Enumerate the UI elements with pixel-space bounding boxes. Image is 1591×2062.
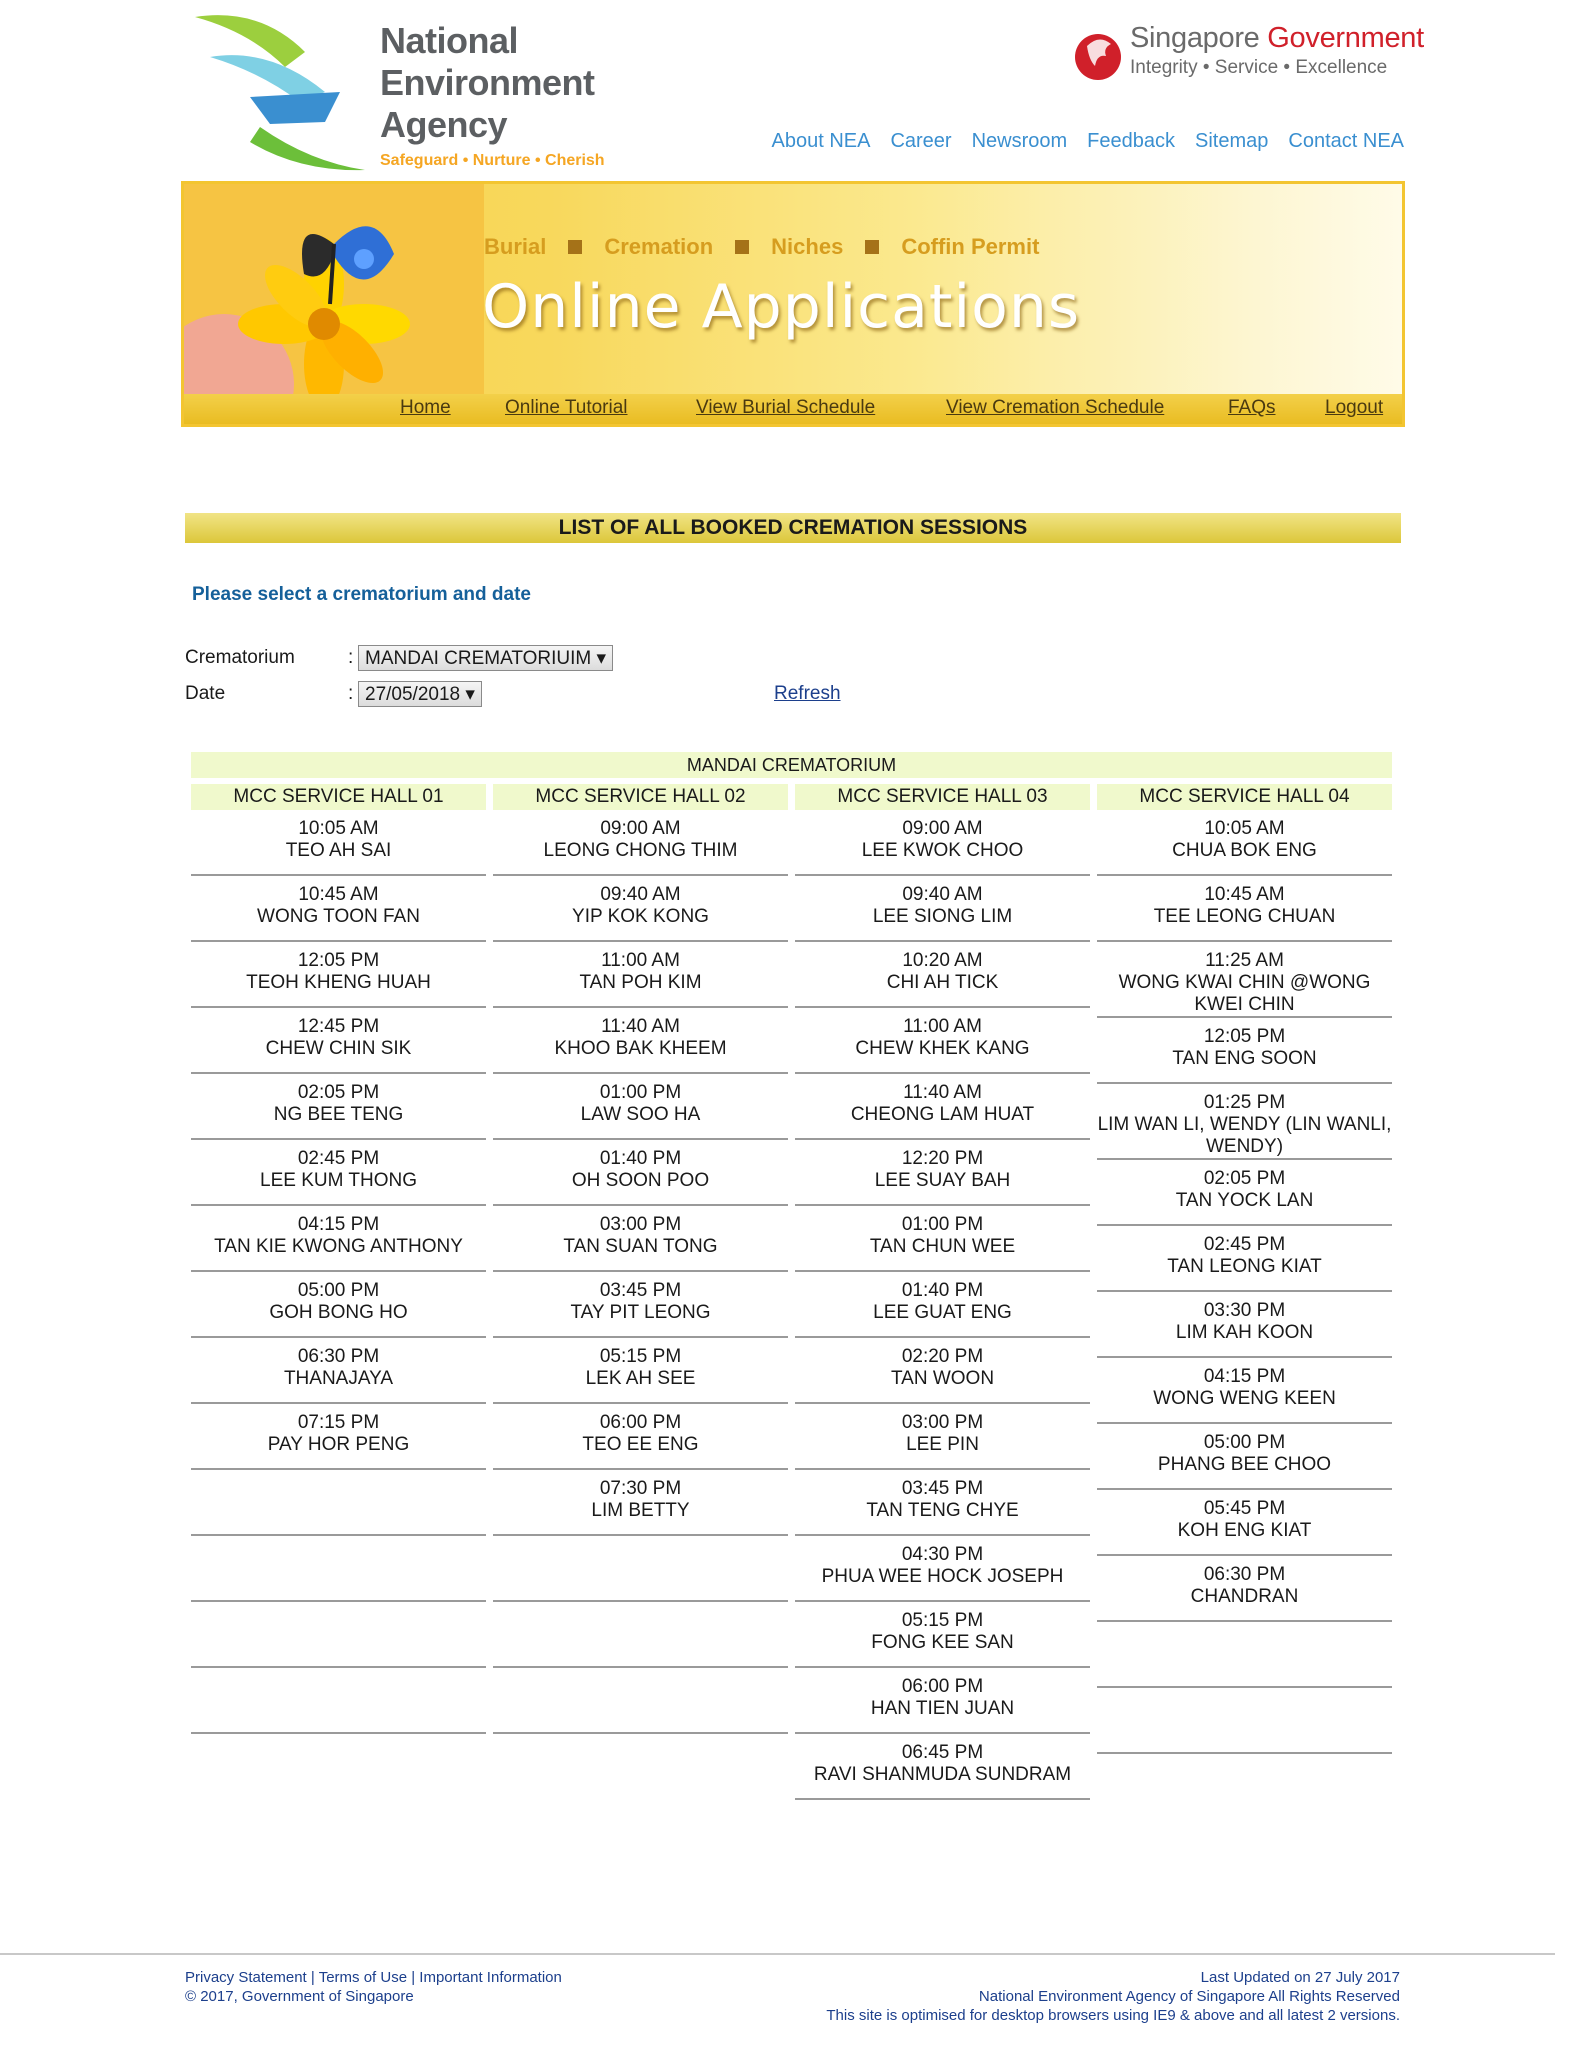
session-cell [191,1536,486,1602]
nav-view-cremation-schedule-link[interactable]: View Cremation Schedule [946,397,1165,418]
session-cell [795,942,1090,1008]
session-deceased-name: TAN ENG SOON [1172,1048,1317,1069]
session-deceased-name: PAY HOR PENG [267,1434,410,1455]
session-deceased-name: LIM BETTY [591,1500,690,1521]
sitemap-link[interactable]: Sitemap [1195,130,1269,152]
session-time: 11:40 AM [601,1016,680,1037]
banner-category-niches: Niches [771,234,844,259]
session-cell [191,1074,486,1140]
date-select[interactable]: 27/05/2018 ▾ [358,681,482,707]
footer-left [185,1968,562,2006]
session-time: 10:45 AM [1204,884,1285,905]
session-deceased-name: GOH BONG HO [269,1302,408,1323]
session-time: 02:05 PM [297,1082,380,1103]
session-cell [1097,1424,1392,1490]
session-cell [493,1206,788,1272]
session-deceased-name: CHANDRAN [1190,1586,1299,1607]
session-cell [1097,942,1392,1018]
session-cell [493,1470,788,1536]
singapore-lion-logo-icon[interactable] [1073,24,1123,90]
session-deceased-name: TEO AH SAI [285,840,392,861]
session-cell [493,1140,788,1206]
session-deceased-name: PHUA WEE HOCK JOSEPH [821,1566,1064,1587]
session-time: 06:45 PM [901,1742,984,1763]
rights-text: National Environment Agency of Singapore All Rights Reserved [978,1988,1400,2005]
session-deceased-name: TAN WOON [890,1368,995,1389]
crematorium-label: Crematorium [185,647,295,668]
hall-column [191,784,486,1734]
banner-categories [484,234,1039,260]
session-time: 01:40 PM [599,1148,682,1169]
bullet-square-icon [568,240,582,254]
session-time: 12:05 PM [297,950,380,971]
session-cell [795,1206,1090,1272]
session-deceased-name: HAN TIEN JUAN [870,1698,1015,1719]
copyright-text: © 2017, Government of Singapore [185,1988,414,2005]
session-cell [795,1074,1090,1140]
bullet-square-icon [735,240,749,254]
session-cell [191,876,486,942]
feedback-link[interactable]: Feedback [1087,130,1176,152]
date-colon: : [348,683,354,704]
session-deceased-name: NG BEE TENG [273,1104,404,1125]
session-time: 05:15 PM [901,1610,984,1631]
session-time: 02:45 PM [297,1148,380,1169]
session-cell [795,1008,1090,1074]
session-time: 12:20 PM [901,1148,984,1169]
session-time: 06:00 PM [901,1676,984,1697]
singapore-government-text [1130,22,1424,79]
session-deceased-name: TEOH KHENG HUAH [246,972,431,993]
sg-values: Integrity • Service • Excellence [1130,57,1388,78]
session-deceased-name: LEONG CHONG THIM [543,840,738,861]
session-deceased-name: CHEONG LAM HUAT [850,1104,1035,1125]
session-time: 10:05 AM [1204,818,1285,839]
session-time: 11:25 AM [1205,950,1284,971]
session-cell [493,1668,788,1734]
instruction-text: Please select a crematorium and date [192,584,531,605]
session-cell [795,1140,1090,1206]
session-cell [795,876,1090,942]
session-cell [1097,810,1392,876]
session-cell [191,1272,486,1338]
session-time: 09:40 AM [600,884,681,905]
hall-header: MCC SERVICE HALL 03 [795,784,1090,810]
session-cell [1097,1292,1392,1358]
session-deceased-name: LEE KWOK CHOO [861,840,1024,861]
butterfly-flower-image [184,184,484,400]
session-cell [1097,1084,1392,1160]
session-time: 09:00 AM [600,818,681,839]
session-deceased-name: LAW SOO HA [580,1104,701,1125]
session-cell [191,1008,486,1074]
session-cell [493,1008,788,1074]
session-deceased-name: CHUA BOK ENG [1172,840,1317,861]
session-time: 07:15 PM [297,1412,380,1433]
session-time: 11:00 AM [903,1016,982,1037]
hall-column [493,784,788,1734]
session-deceased-name: KHOO BAK KHEEM [554,1038,727,1059]
nav-faqs-link[interactable]: FAQs [1228,397,1276,418]
session-time: 03:45 PM [901,1478,984,1499]
session-time: 03:45 PM [599,1280,682,1301]
session-time: 09:00 AM [902,818,983,839]
hall-header: MCC SERVICE HALL 04 [1097,784,1392,810]
session-cell [1097,1688,1392,1754]
session-deceased-name: LEE SUAY BAH [874,1170,1011,1191]
session-deceased-name: KOH ENG KIAT [1177,1520,1312,1541]
session-cell [1097,1226,1392,1292]
footer-right [826,1968,1400,2025]
session-time: 06:30 PM [1203,1564,1286,1585]
session-deceased-name: LIM WAN LI, WENDY (LIN WANLI, WENDY) [1097,1114,1392,1157]
hall-column [795,784,1090,1800]
session-cell [191,1140,486,1206]
session-time: 06:30 PM [297,1346,380,1367]
nea-name-line-2: Environment [380,62,595,103]
nav-online-tutorial-link[interactable]: Online Tutorial [505,397,628,418]
session-time: 03:30 PM [1203,1300,1286,1321]
session-time: 05:00 PM [297,1280,380,1301]
nea-brand-text [380,20,605,170]
session-deceased-name: CHEW CHIN SIK [265,1038,412,1059]
session-time: 05:15 PM [599,1346,682,1367]
session-deceased-name: LEK AH SEE [585,1368,696,1389]
session-time: 03:00 PM [599,1214,682,1235]
page-title: LIST OF ALL BOOKED CREMATION SESSIONS [185,513,1401,543]
session-time: 07:30 PM [599,1478,682,1499]
session-cell [795,810,1090,876]
hall-header: MCC SERVICE HALL 02 [493,784,788,810]
session-cell [493,1074,788,1140]
session-deceased-name: TEO EE ENG [582,1434,699,1455]
session-deceased-name: PHANG BEE CHOO [1157,1454,1332,1475]
session-time: 05:00 PM [1203,1432,1286,1453]
top-links [772,130,1405,153]
session-time: 03:00 PM [901,1412,984,1433]
session-deceased-name: WONG WENG KEEN [1153,1388,1336,1409]
nea-tagline: Safeguard • Nurture • Cherish [380,152,605,169]
session-deceased-name: WONG KWAI CHIN @WONG KWEI CHIN [1118,972,1371,1015]
session-deceased-name: LEE KUM THONG [260,1170,417,1191]
session-cell [493,942,788,1008]
session-time: 05:45 PM [1203,1498,1286,1519]
session-time: 11:00 AM [601,950,680,971]
session-time: 11:40 AM [903,1082,982,1103]
session-time: 01:00 PM [599,1082,682,1103]
nea-logo-graphic[interactable] [190,12,380,172]
privacy-statement-link[interactable]: Privacy Statement [185,1969,307,1986]
session-time: 01:00 PM [901,1214,984,1235]
session-cell [795,1470,1090,1536]
newsroom-link[interactable]: Newsroom [971,130,1068,152]
session-cell [795,1668,1090,1734]
session-deceased-name: TAN YOCK LAN [1175,1190,1314,1211]
session-cell [795,1602,1090,1668]
nav-logout-link[interactable]: Logout [1325,397,1384,418]
browser-note-text: This site is optimised for desktop browsers using IE9 & above and all latest 2 versions. [826,2007,1400,2024]
session-cell [191,1470,486,1536]
session-time: 01:25 PM [1203,1092,1286,1113]
session-time: 12:45 PM [297,1016,380,1037]
footer-divider [0,1953,1555,1955]
session-deceased-name: LEE PIN [906,1434,979,1455]
session-deceased-name: TAN TENG CHYE [866,1500,1019,1521]
session-cell [191,810,486,876]
session-cell [493,810,788,876]
footer-separator: | [407,1969,420,1986]
session-deceased-name: RAVI SHANMUDA SUNDRAM [813,1764,1072,1785]
important-information-link[interactable]: Important Information [419,1969,562,1986]
hall-column [1097,784,1392,1754]
sg-title [1130,22,1424,55]
last-updated-text: Last Updated on 27 July 2017 [1200,1969,1400,1986]
session-cell [795,1404,1090,1470]
session-time: 10:45 AM [298,884,379,905]
session-time: 02:05 PM [1203,1168,1286,1189]
session-cell [493,876,788,942]
session-cell [493,1272,788,1338]
crematorium-name-header: MANDAI CREMATORIUM [191,752,1392,778]
session-deceased-name: LEE SIONG LIM [872,906,1013,927]
crematorium-colon: : [348,647,354,668]
session-cell [1097,1622,1392,1688]
session-deceased-name: TEE LEONG CHUAN [1153,906,1336,927]
session-cell [191,1404,486,1470]
refresh-link[interactable]: Refresh [774,683,841,704]
banner-title: Online Applications [482,272,1081,342]
session-cell [191,1602,486,1668]
sg-title-part1: Singapore [1130,22,1268,54]
session-time: 02:45 PM [1203,1234,1286,1255]
session-time: 06:00 PM [599,1412,682,1433]
session-deceased-name: OH SOON POO [571,1170,710,1191]
session-cell [1097,876,1392,942]
nea-name-line-3: Agency [380,104,508,145]
session-deceased-name: FONG KEE SAN [871,1632,1014,1653]
session-cell [1097,1018,1392,1084]
session-time: 10:20 AM [902,950,983,971]
session-deceased-name: LIM KAH KOON [1175,1322,1314,1343]
session-deceased-name: CHI AH TICK [886,972,999,993]
session-time: 01:40 PM [901,1280,984,1301]
session-cell [1097,1556,1392,1622]
session-deceased-name: WONG TOON FAN [257,906,420,927]
session-cell [1097,1160,1392,1226]
session-cell [1097,1490,1392,1556]
footer-links [185,1968,562,1987]
session-deceased-name: TAN SUAN TONG [563,1236,718,1257]
session-time: 04:30 PM [901,1544,984,1565]
footer-separator: | [306,1969,319,1986]
nea-name-line-1: National [380,20,519,61]
terms-of-use-link[interactable]: Terms of Use [318,1969,408,1986]
hall-header: MCC SERVICE HALL 01 [191,784,486,810]
session-cell [191,1668,486,1734]
main-nav-bar [184,394,1402,424]
session-cell [191,942,486,1008]
session-deceased-name: LEE GUAT ENG [873,1302,1012,1323]
session-cell [795,1272,1090,1338]
bullet-square-icon [865,240,879,254]
session-deceased-name: CHEW KHEK KANG [855,1038,1030,1059]
banner-category-burial: Burial [484,234,547,259]
session-cell [191,1206,486,1272]
session-deceased-name: YIP KOK KONG [572,906,709,927]
session-time: 09:40 AM [902,884,983,905]
session-deceased-name: TAN CHUN WEE [869,1236,1016,1257]
session-cell [493,1404,788,1470]
session-deceased-name: TAN POH KIM [579,972,702,993]
about-nea-link[interactable]: About NEA [771,130,871,152]
session-time: 10:05 AM [298,818,379,839]
session-cell [493,1602,788,1668]
banner-category-coffin-permit: Coffin Permit [901,234,1040,259]
session-cell [1097,1358,1392,1424]
session-cell [493,1536,788,1602]
session-cell [191,1338,486,1404]
session-cell [795,1536,1090,1602]
session-cell [493,1338,788,1404]
crematorium-select[interactable]: MANDAI CREMATORIUIM ▾ [358,645,613,671]
session-deceased-name: TAY PIT LEONG [570,1302,711,1323]
session-cell [795,1338,1090,1404]
session-time: 04:15 PM [1203,1366,1286,1387]
career-link[interactable]: Career [890,130,952,152]
banner-category-cremation: Cremation [604,234,714,259]
session-time: 04:15 PM [297,1214,380,1235]
nav-view-burial-schedule-link[interactable]: View Burial Schedule [696,397,876,418]
session-time: 02:20 PM [901,1346,984,1367]
session-deceased-name: TAN LEONG KIAT [1167,1256,1322,1277]
online-applications-banner [181,181,1405,427]
nav-home-link[interactable]: Home [400,397,451,418]
session-time: 12:05 PM [1203,1026,1286,1047]
session-deceased-name: THANAJAYA [283,1368,394,1389]
sg-title-part2: Government [1267,22,1424,54]
contact-nea-link[interactable]: Contact NEA [1288,130,1404,152]
date-label: Date [185,683,226,704]
session-cell [795,1734,1090,1800]
session-deceased-name: TAN KIE KWONG ANTHONY [214,1236,463,1257]
